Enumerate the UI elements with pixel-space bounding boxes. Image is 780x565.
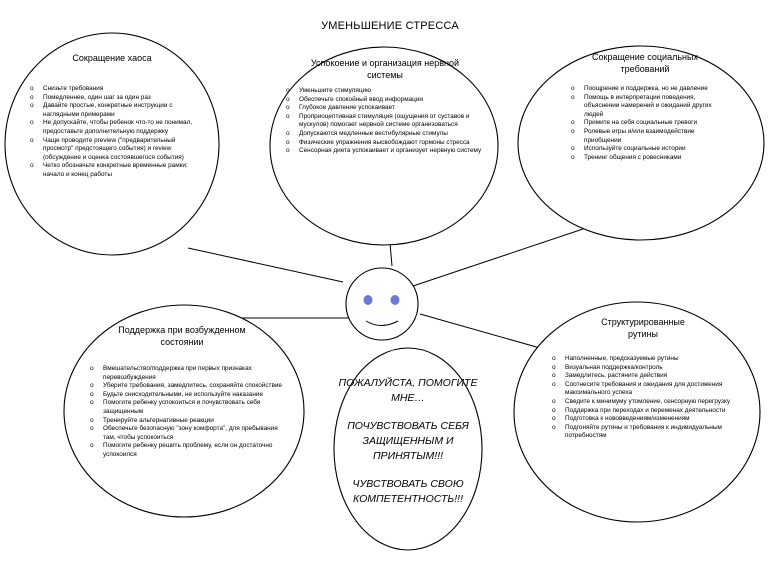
list-item: o Уберите требования, замедлитесь, сохраняйте спокойствие [90, 382, 286, 391]
list-item: o Помощь в интерпретации поведения, объяснении намерений и ожиданий других людей [571, 94, 723, 120]
list-item: o Наполненные, предсказуемые рутины [552, 355, 734, 364]
list-item: o Физические упражнения высвобождают гормоны стресса [286, 139, 482, 148]
list-item: o Давайте простые, конкретные инструкции с наглядными примерами [30, 102, 200, 119]
list-item: o Соотнесите требования и ожидания для достижения максимального успеха [552, 381, 734, 398]
list-item: o Снизьте требования [30, 85, 200, 94]
list-item: o Чаще проводите preview ("предварительный просмотр" предстоящего события) и review (обсуждение и оценка состоявшегося события) [30, 137, 200, 163]
list-item: o Замедлитесь, растяните действия [552, 372, 734, 381]
routines-title: Структурированные рутины [601, 317, 685, 339]
plea-line-1: ПОЖАЛУЙСТА, ПОМОГИТЕ МНЕ… [338, 377, 478, 404]
plea-line-3: ЧУВСТВОВАТЬ СВОЮ КОМПЕТЕНТНОСТЬ!!! [352, 478, 464, 505]
social-list [571, 85, 723, 162]
chaos-title: Сокращение хаоса [72, 53, 152, 63]
list-item: o Сведите к минимуму утомление, сенсорную перегрузку [552, 398, 734, 407]
connector-nervous [390, 243, 392, 266]
list-item: o Обеспечьте безопасную "зону комфорта", для пребывания там, чтобы успокоиться [90, 425, 286, 442]
list-item: o Допускаются медленные вестибулярные стимулы [286, 130, 482, 139]
list-item: o Сенсорная диета успокаивает и организует нервную систему [286, 147, 482, 156]
list-item: o Поощрение и поддержка, но не давление [571, 85, 723, 94]
list-item: o Ролевые игры и/или взаимодействие приобщении [571, 128, 723, 145]
list-item: o Подготовка к нововведениям/изменениям [552, 415, 734, 424]
list-item: o Не допускайте, чтобы ребенок что-то не понимал, предоставьте дополнительную поддержку [30, 119, 200, 136]
list-item: o Тренинг общения с ровесниками [571, 154, 723, 163]
plea-line-2: ПОЧУВСТВОВАТЬ СЕБЯ ЗАЩИЩЕННЫМ И ПРИНЯТЫМ!!! [347, 420, 469, 462]
connector-routines [420, 314, 540, 348]
nervous-list [286, 87, 482, 156]
list-item: o Поддержка при переходах и переменах деятельности [552, 407, 734, 416]
list-item: o Используйте социальные истории [571, 145, 723, 154]
support-list [90, 365, 286, 460]
page-title: УМЕНЬШЕНИЕ СТРЕССА [321, 20, 459, 32]
list-item: o Обеспечьте спокойный ввод информации [286, 96, 482, 105]
list-item: o Помогите ребенку решить проблему, если он достаточно успокоился [90, 442, 286, 459]
list-item: o Будьте снисходительными, не используйте наказание [90, 391, 286, 400]
list-item: o Визуальная поддержка/контроль [552, 364, 734, 373]
smiley-face-icon [346, 268, 418, 340]
connector-chaos [188, 248, 343, 282]
list-item: o Четко обозначьте конкретные временные рамки: начало и конец работы [30, 162, 200, 179]
list-item: o Подгоняйте рутины и требования к индивидуальным потребностям [552, 424, 734, 441]
social-title: Сокращение социальных требований [592, 52, 698, 74]
list-item: o Уменьшите стимуляцию [286, 87, 482, 96]
list-item: o Тренируйте альтернативные реакции [90, 417, 286, 426]
connector-social [410, 229, 583, 287]
nervous-title: Успокоение и организация нервной системы [310, 58, 460, 80]
list-item: o Проприоцептивная стимуляция (ощущения от суставов и мускулов) помогает нервной системе организоваться [286, 113, 482, 130]
list-item: o Вмешательство/поддержка при первых признаках перевозбуждения [90, 365, 286, 382]
list-item: o Примите на себя социальные тревоги [571, 119, 723, 128]
chaos-list [30, 85, 200, 180]
routines-list [552, 355, 734, 441]
plea-text [336, 376, 480, 520]
support-title: Поддержка при возбужденном состоянии [118, 325, 246, 347]
list-item: o Глубокое давление успокаивает [286, 104, 482, 113]
list-item: o Помедленнее, один шаг за один раз [30, 94, 200, 103]
list-item: o Помогите ребенку успокоиться и почувствовать себя защищенным [90, 399, 286, 416]
